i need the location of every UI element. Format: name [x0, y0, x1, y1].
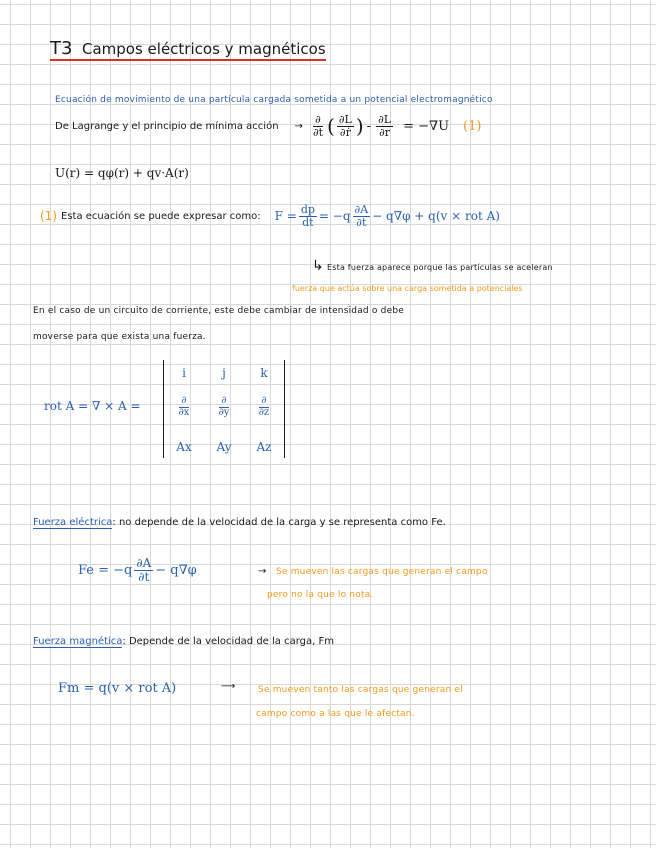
circuit-line2: moverse para que exista una fuerza. — [33, 332, 206, 342]
motion-heading: Ecuación de movimiento de una partícula cargada sometida a un potencial electromagnético — [55, 95, 493, 105]
eq-ref: (1) — [463, 118, 482, 134]
eq-dr-dot: ∂ṙ — [339, 125, 351, 139]
force-rhs2: − q∇φ + q(v × rot A) — [372, 209, 500, 224]
circuit-line1: En el caso de un circuito de corriente, este debe cambiar de intensidad o debe — [33, 306, 404, 316]
eq-dt: ∂t — [312, 125, 324, 139]
fe-rhs: − q∇φ — [155, 562, 197, 578]
magnetic-line — [33, 636, 334, 647]
matrix-ay: Ay — [216, 440, 232, 454]
eq-d: ∂ — [315, 113, 321, 126]
matrix-dz: $\frac{\partial}{\partial z}$ — [258, 395, 270, 418]
force-dt: dt — [302, 215, 314, 229]
electric-label: Fuerza eléctrica — [33, 517, 113, 528]
matrix-j: j — [222, 366, 226, 380]
force-dt2: ∂t — [356, 215, 367, 229]
note-text1: Esta fuerza aparece porque las partículas se aceleran — [327, 263, 553, 272]
magnetic-label: Fuerza magnética — [33, 636, 123, 647]
force-equation — [275, 204, 500, 228]
note-arrow-icon: ↳ — [312, 258, 324, 274]
note-text2: fuerza que actúa sobre una carga sometida a potenciales — [292, 284, 523, 293]
magnetic-arrow-icon: ⟶ — [221, 681, 236, 692]
expression-line — [40, 204, 500, 228]
lagrange-line — [55, 114, 481, 138]
expression-ref: (1) — [40, 209, 57, 224]
rot-lhs: rot A = ∇ × A = — [44, 399, 141, 413]
page-title — [50, 38, 326, 59]
magnetic-note1: Se mueven tanto las cargas que generan el — [258, 685, 463, 695]
eq-tail: = −∇U — [403, 118, 450, 134]
electric-note1: Se mueven las cargas que generan el campo — [276, 567, 488, 577]
matrix-az: Az — [256, 440, 272, 454]
expression-text: Esta ecuación se puede expresar como: — [61, 210, 261, 222]
force-f: F = — [274, 209, 297, 224]
title-number: T3 — [50, 38, 73, 59]
potential-equation: U(r) = qφ(r) + qv·A(r) — [55, 166, 189, 180]
force-da: ∂A — [354, 203, 369, 216]
matrix-k: k — [260, 366, 268, 380]
fe-dt: ∂t — [138, 569, 150, 584]
matrix-dy: $\frac{\partial}{\partial y}$ — [218, 395, 230, 418]
lagrange-intro: De Lagrange y el principio de mínima acción — [55, 120, 279, 132]
force-dp: dp — [300, 203, 315, 216]
note-line1 — [312, 258, 553, 274]
rot-matrix — [163, 360, 285, 458]
magnetic-desc: : Depende de la velocidad de la carga, Fm — [122, 636, 334, 647]
fe-lhs: Fe = −q — [78, 562, 133, 578]
matrix-i: i — [182, 366, 186, 380]
arrow-icon: → — [294, 120, 303, 132]
matrix-ax: Ax — [176, 440, 192, 454]
force-rhs1: = −q — [318, 209, 351, 224]
fe-da: ∂A — [136, 556, 152, 570]
matrix-dx: $\frac{\partial}{\partial x}$ — [178, 395, 190, 418]
eq-dl: ∂L — [338, 113, 352, 126]
electric-desc: : no depende de la velocidad de la carga y se representa como Fe. — [112, 517, 446, 528]
eq-dr2: ∂r — [379, 125, 391, 139]
magnetic-note2: campo como a las que le afectan. — [256, 709, 415, 719]
eq-dl2: ∂L — [378, 113, 392, 126]
lagrange-equation: $\frac{\partial}{\partial t}$ ( $\frac{\partial L}{\text{∂ṙ}}$ ) - $\frac{\partial L}{\partial r}$ = −∇U (1) — [312, 113, 482, 139]
electric-arrow-icon: → — [258, 566, 267, 577]
title-text: Campos eléctricos y magnéticos — [82, 40, 326, 58]
electric-line — [33, 517, 446, 528]
magnetic-equation: Fm = q(v × rot A) — [58, 681, 177, 696]
electric-equation — [78, 557, 197, 583]
electric-note2: pero no la que lo nota. — [267, 590, 374, 600]
